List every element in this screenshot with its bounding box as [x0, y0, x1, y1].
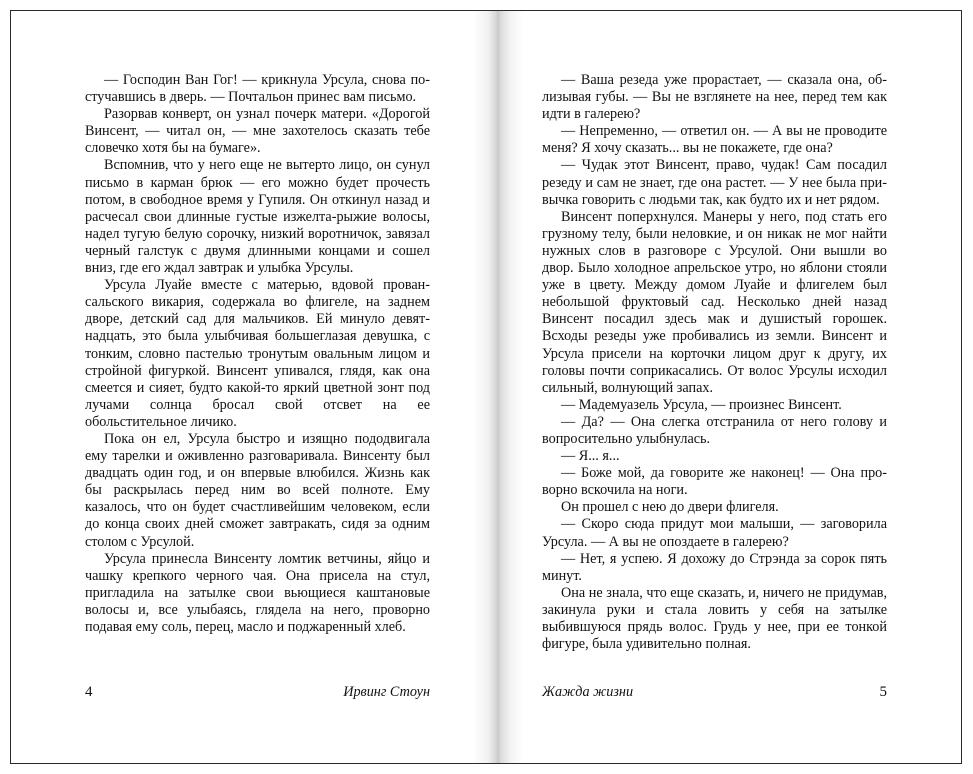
paragraph: — Господин Ван Гог! — крикнула Урсула, снова постучавшись в дверь. — Почтальон принес вам письмо.: [85, 72, 430, 106]
page-number: 5: [879, 684, 887, 700]
right-page: [487, 11, 962, 763]
running-title: Ирвинг Стоун: [343, 684, 430, 700]
paragraph: Винсент поперхнулся. Манеры у него, под стать его грузному телу, были неловкие, и он никак не мог найти нужных слов в разговоре с Урсулой. Они вышли во двор. Было холодное апрельское утро, но яблони стояли уже в цвету. Между домом Луайе и флигелем был небольшой фруктовый сад. Несколько дней назад Винсент посадил здесь мак и душистый горошек. Всходы резеды уже пробивались из земли. Винсент и Урсула присели на корточки лицом друг к другу, их головы почти соприкасались. От волос Урсулы исходил сильный, волнующий запах.: [542, 208, 887, 396]
left-page: [11, 11, 487, 763]
paragraph: Урсула принесла Винсенту ломтик ветчины, яйцо и чашку крепкого черного чая. Она присела на стул, пригладила на затылке свои вьющиеся каштановые волосы и, все улыбаясь, глядела на него, проворно подавая ему соль, перец, масло и поджаренный хлеб.: [85, 550, 430, 635]
left-page-footer: [85, 683, 430, 701]
paragraph: Пока он ел, Урсула быстро и изящно пододвигала ему тарелки и оживленно разговаривала. Винсенту был двадцать один год, и он впервые влюбился. Жизнь как бы раскрылась перед ним во всей полноте. Ему казалось, что он будет счастливейшим человеком, если до конца своих дней сможет завтракать, сидя за одним столом с Урсулой.: [85, 430, 430, 550]
running-title: Жажда жизни: [542, 684, 634, 700]
paragraph: — Чудак этот Винсент, право, чудак! Сам посадил резеду и сам не знает, где она растет. — У нее была привычка говорить с людьми так, как будто их и нет рядом.: [542, 157, 887, 208]
book-spread: [10, 10, 962, 764]
paragraph: Она не знала, что еще сказать, и, ничего не придумав, закинула руки и стала ловить у себя на затылке выбившуюся прядь волос. Грудь у нее, при ее тонкой фигуре, была удивительно полная.: [542, 584, 887, 653]
paragraph: Разорвав конверт, он узнал почерк матери. «Дорогой Винсент, — читал он, — мне захотелось сказать тебе словечко хотя бы на бумаге».: [85, 106, 430, 157]
right-page-footer: [542, 683, 887, 701]
paragraph: — Я... я...: [561, 448, 620, 465]
left-page-text: [85, 72, 430, 636]
paragraph: — Непременно, — ответил он. — А вы не проводите меня? Я хочу сказать... вы не покажете, где она?: [542, 123, 887, 157]
paragraph: — Нет, я успею. Я дохожу до Стрэнда за сорок пять минут.: [542, 550, 887, 584]
paragraph: Урсула Луайе вместе с матерью, вдовой провансальского викария, содержала во флигеле, на заднем дворе, детский сад для мальчиков. Ей минуло девятнадцать, это была улыбчивая большеглазая девушка, с тонким, словно пастелью тронутым овальным лицом и стройной фигуркой. Винсент упивался, глядя, как она смеется и сияет, будто какой-то яркий цветной зонт под лучами солнца бросал свой отсвет на ее обольстительное личико.: [85, 277, 430, 430]
paragraph: — Боже мой, да говорите же наконец! — Она проворно вскочила на ноги.: [542, 465, 887, 499]
paragraph: — Скоро сюда придут мои малыши, — заговорила Урсула. — А вы не опоздаете в галерею?: [542, 516, 887, 550]
paragraph: Он прошел с нею до двери флигеля.: [561, 499, 779, 516]
paragraph: — Мадемуазель Урсула, — произнес Винсент.: [561, 396, 842, 413]
right-page-text: [542, 72, 887, 653]
paragraph: Вспомнив, что у него еще не вытерто лицо, он сунул письмо в карман брюк — его можно будет прочесть потом, в свободное время у Гупиля. Он откинул назад и расчесал свои длинные густые изжелта-рыжие волосы, надел тугую белую сорочку, низкий воротничок, завязал черный галстук с двумя длинными концами и сошел вниз, где его ждал завтрак и улыбка Урсулы.: [85, 157, 430, 277]
page-number: 4: [85, 684, 93, 700]
paragraph: — Да? — Она слегка отстранила от него голову и вопросительно улыбнулась.: [542, 413, 887, 447]
paragraph: — Ваша резеда уже прорастает, — сказала она, облизывая губы. — Вы не взглянете на нее, перед тем как идти в галерею?: [542, 72, 887, 123]
